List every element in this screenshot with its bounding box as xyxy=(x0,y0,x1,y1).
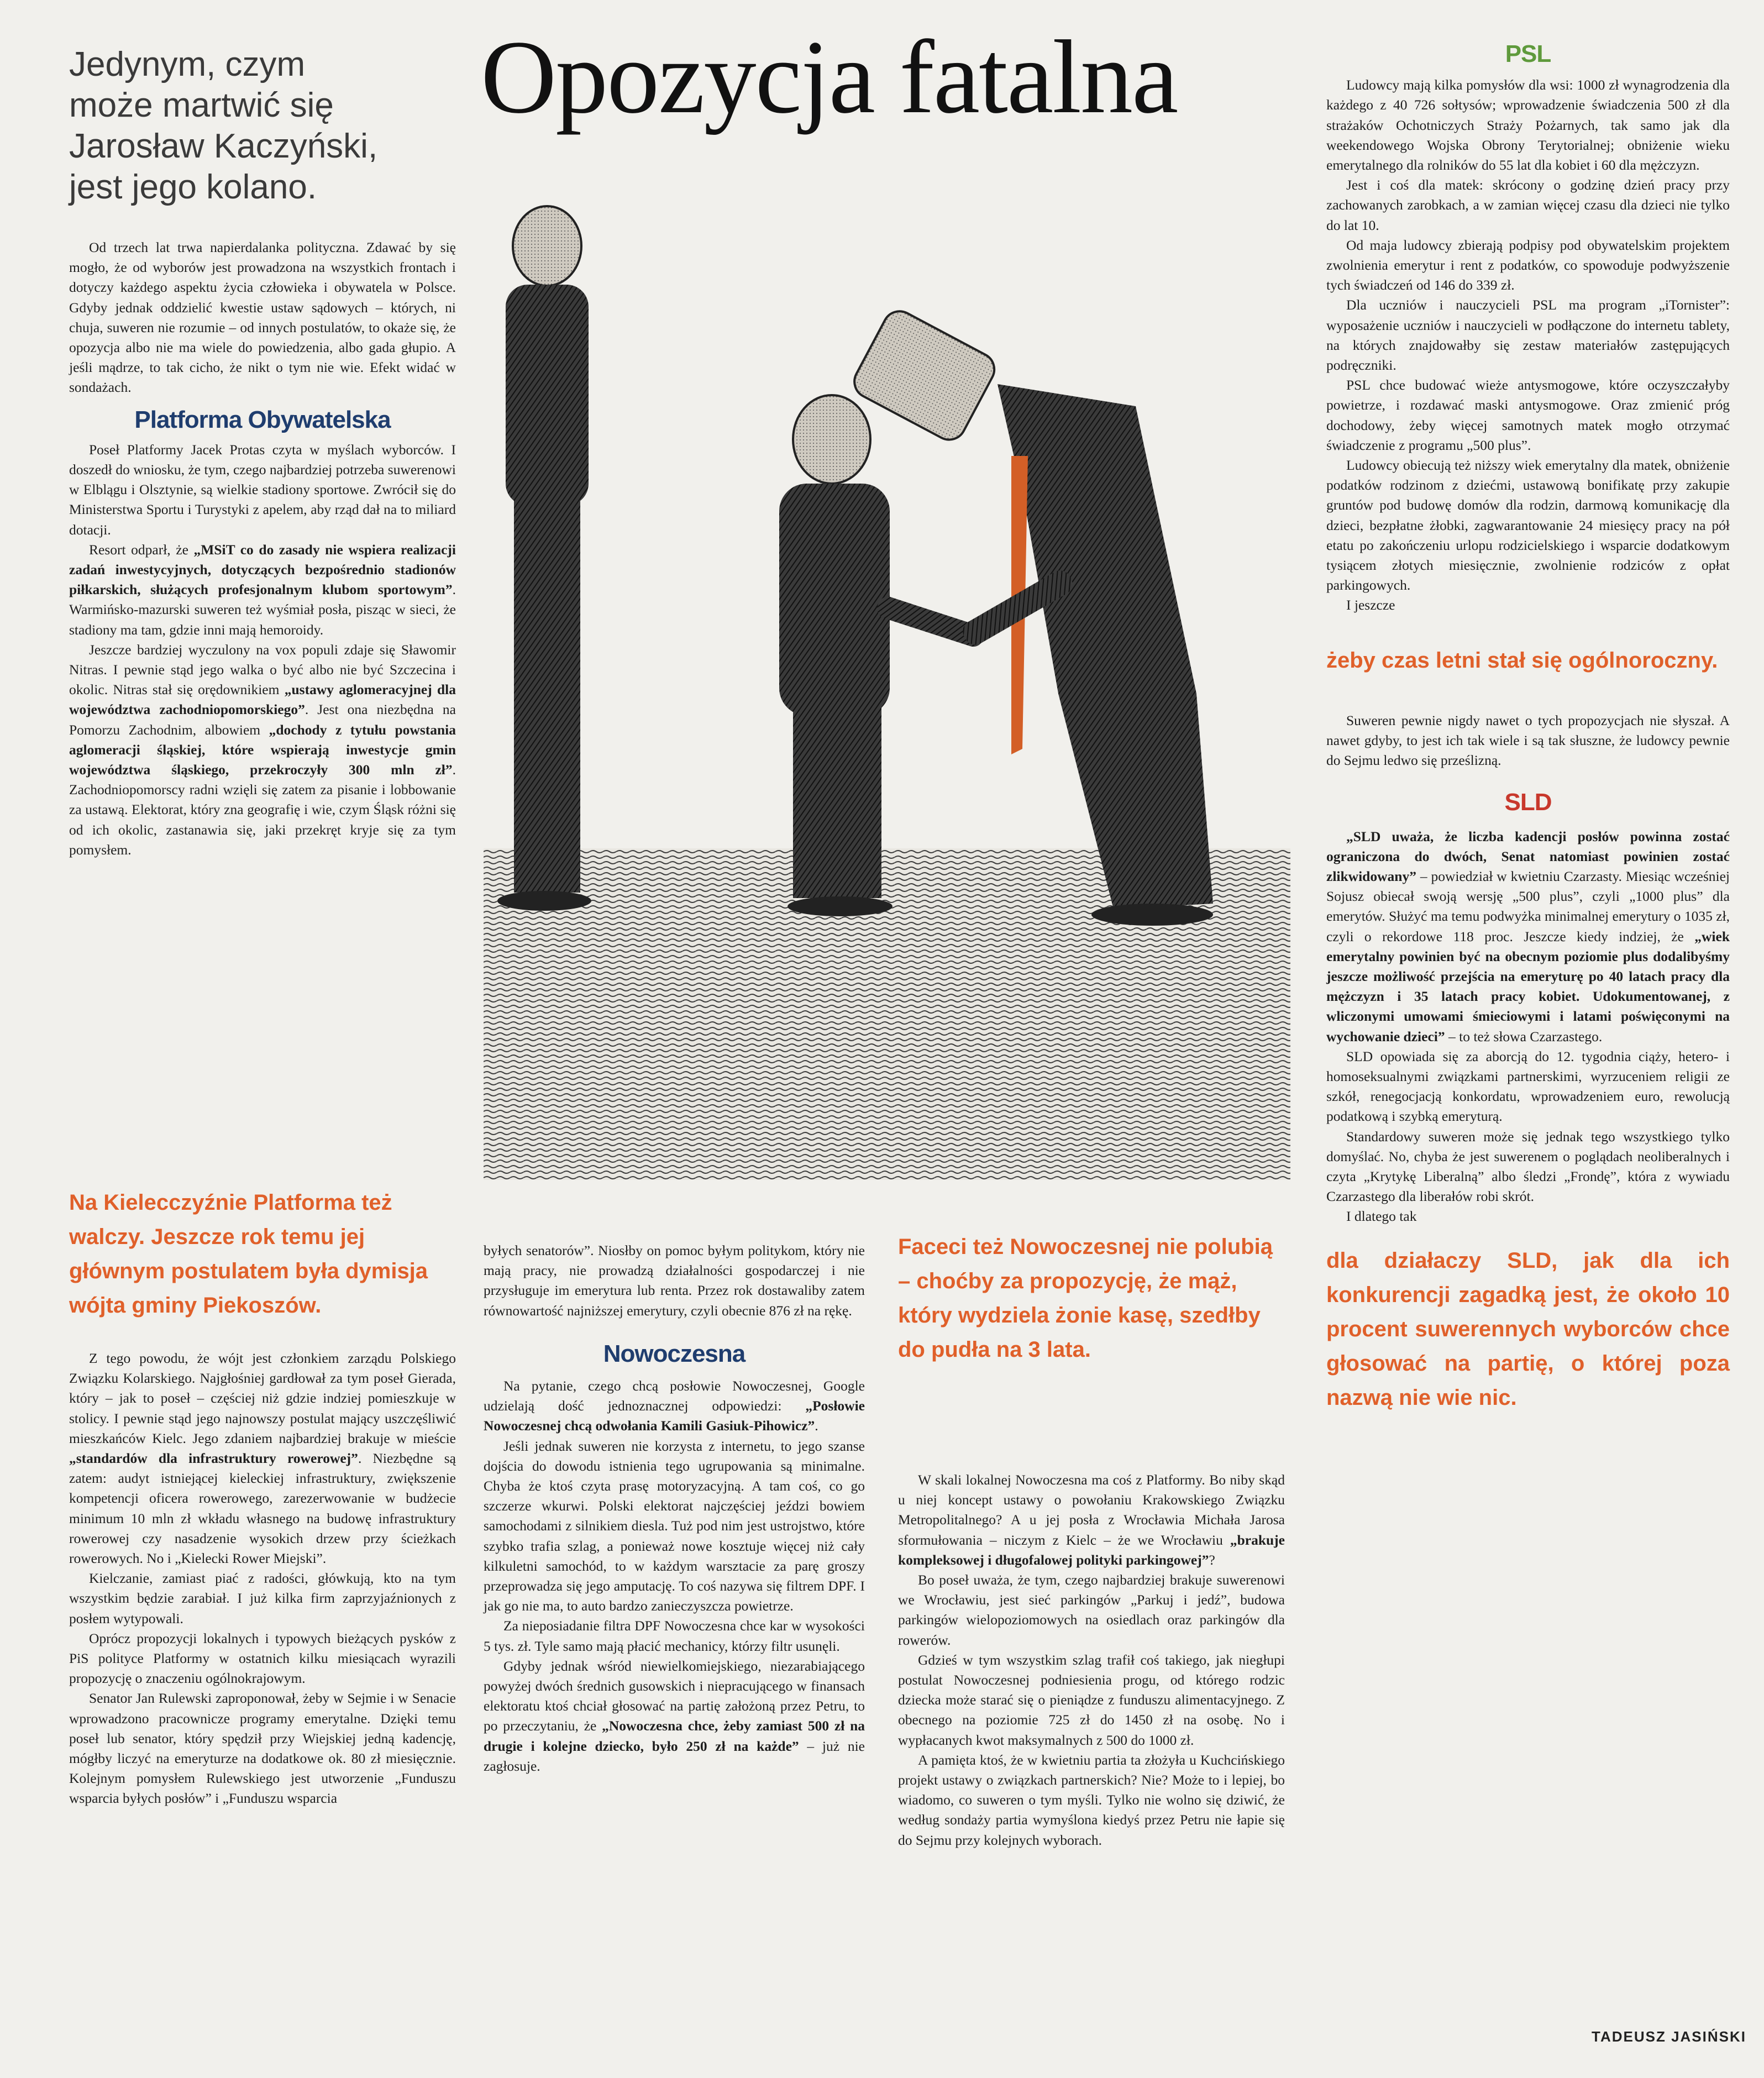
psl-paragraph-8: Suweren pewnie nigdy nawet o tych propozycjach nie słyszał. A nawet gdyby, to jest ich tak wiele i są tak słuszne, że ludowcy pewnie do Sejmu ledwo się prześlizną. xyxy=(1326,712,1730,769)
psl-paragraph-3: Od maja ludowcy zbierają podpisy pod obywatelskim projektem zwolnienia emerytur i rent z podatków, co spowoduje podwyższenie tych świadczeń od 146 do 339 zł. xyxy=(1326,237,1730,293)
nowoczesna-paragraph-5: W skali lokalnej Nowoczesna ma coś z Platformy. Bo niby skąd u niej koncept ustawy o powołaniu Krakowskiego Związku Metropolitalnego? A u jej posła z Wrocławia Michała Jarosa sformułowania – niczym z Kielc – że we Wrocławiu „brakuje kompleksowej i długofalowej polityki parkingowej”? xyxy=(898,1472,1285,1568)
psl-paragraph-5: PSL chce budować wieże antysmogowe, które oczyszczałyby powietrze, i rozdawać maski antysmogowe. Oraz zmienić próg dochodowy, żeby więcej samotnych matek mogło otrzymać świadczenie z programu „500 plus”. xyxy=(1326,377,1730,453)
nowoczesna-paragraph-1: Na pytanie, czego chcą posłowie Nowoczesnej, Google udzielają dość jednoznacznej odpowiedzi: „Posłowie Nowoczesnej chcą odwołania Kamili Gasiuk-Pihowicz”. xyxy=(484,1378,865,1434)
column-2 xyxy=(484,1241,865,1776)
section-heading-sld: SLD xyxy=(1504,789,1552,816)
figure-middle xyxy=(779,395,986,916)
nowoczesna-paragraph-8: A pamięta ktoś, że w kwietniu partia ta złożyła u Kuchcińskiego projekt ustawy o związkach partnerskich? Nie? Może to i lepiej, bo wiadomo, co suweren o tym myśli. Tylko nie wolno się dziwić, że według sondaży partia wymyślona kiedyś przez Petru nie łapie się do Sejmu przy kolejnych wyborach. xyxy=(898,1751,1285,1848)
psl-paragraph-4: Dla uczniów i nauczycieli PSL ma program „iTornister”: wyposażenie uczniów i nauczycieli w podłączone do internetu tablety, na których znajdowałby się zestaw materiałów zastępujących podręczniki. xyxy=(1326,297,1730,374)
po-paragraph-3: Jeszcze bardziej wyczulony na vox populi zdaje się Sławomir Nitras. I pewnie stąd jego walka o być albo nie być Szczecina i okolic. Nitras stał się orędownikiem „ustawy aglomeracyjnej dla województwa zachodniopomorskiego”. Jest ona niezbędna na Pomorzu Zachodnim, albowiem „dochody z tytułu powstania aglomeracji śląskiej, które wspierają inwestycje gmin województwa śląskiego, przekroczyły 300 mln zł”. Zachodniopomorscy radni wzięli się zatem za pisanie i lobbowanie za ustawą. Elektorat, który zna geografię i wie, czym Śląsk różni się od ich okolic, zastanawia się, jaki przekręt kryje się za tym pomysłem. xyxy=(69,641,456,858)
column-4 xyxy=(1326,40,1730,1415)
pullquote-po: Na Kielecczyźnie Platforma też walczy. Jeszcze rok temu jej głównym postulatem była dymisja wójta gminy Piekoszów. xyxy=(69,1190,428,1318)
po-paragraph-7: Senator Jan Rulewski zaproponował, żeby w Sejmie i w Senacie wprowadzono pracownicze programy emerytalne. Dzięki temu poseł lub senator, który spędził przy Wiejskiej jedną kadencję, mógłby liczyć na emeryturze na dodatkowe ok. 80 zł miesięcznie. Kolejnym pomysłem Rulewskiego jest utworzenie „Funduszu wsparcia byłych posłów” i „Funduszu wsparcia xyxy=(69,1690,456,1807)
nowoczesna-paragraph-3: Za nieposiadanie filtra DPF Nowoczesna chce kar w wysokości 5 tys. zł. Tyle samo mają płacić mechanicy, którzy filtr usunęli. xyxy=(484,1618,865,1654)
section-heading-nowoczesna: Nowoczesna xyxy=(603,1340,746,1367)
article-lead: Jedynym, czym może martwić się Jarosław Kaczyński, jest jego kolano. xyxy=(69,45,378,206)
po-paragraph-1: Poseł Platformy Jacek Protas czyta w myślach wyborców. I doszedł do wniosku, że tym, czego najbardziej potrzeba suwerenowi w Elblągu i Olsztynie, są wielkie stadiony sportowe. Zwrócił się do Ministerstwa Sportu i Turystyki z apelem, aby rząd dał na to miliard dotacji. xyxy=(69,441,456,538)
article-byline: TADEUSZ JASIŃSKI xyxy=(1592,2028,1746,2045)
nowoczesna-paragraph-6: Bo poseł uważa, że tym, czego najbardziej brakuje suwerenowi we Wrocławiu, jest sieć parkingów „Parkuj i jedź”, budowa parkingów wielopoziomowych na osiedlach oraz parkingów dla rowerów. xyxy=(898,1572,1285,1648)
column-3 xyxy=(898,1470,1285,1850)
psl-paragraph-6: Ludowcy obiecują też niższy wiek emerytalny dla matek, obniżenie podatków rodzinom z dziećmi, ustawową bonifikatę przy zakupie gruntów pod budowę domów dla rodzin, darmową komunikację dla dzieci, bezpłatne żłobki, zagwarantowanie 24 miesięcy pracy na pół etatu po zakończeniu urlopu rodzicielskiego i wsparcie dodatkowym tysiącem złotych miesięcznie, zwolnienie rodziców z opłat parkingowych. xyxy=(1326,457,1730,594)
po-paragraph-4: Z tego powodu, że wójt jest członkiem zarządu Polskiego Związku Kolarskiego. Najgłośniej gardłował za tym poseł Gierada, który – jak to poseł – częściej niż gdzie indziej pomieszkuje w stolicy. I pewnie stąd jego najnowszy postulat mający uszczęśliwić mieszkańców Kielc. Jego zdaniem najbardziej brakuje w mieście „standardów dla infrastruktury rowerowej”. Niezbędne są zatem: audyt istniejącej kieleckiej infrastruktury, zwiększenie kompetencji oficera rowerowego, zarezerwowanie w budżecie minimum 10 mln zł wkładu własnego na budowę infrastruktury rowerowej czy nasadzenie wysokich drzew przy ścieżkach rowerowych. No i „Kielecki Rower Miejski”. xyxy=(69,1350,456,1567)
pullquote-nowoczesna: Faceci też Nowoczesnej nie polubią – choćby za propozycję, że mąż, który wydziela żonie kasę, szedłby do pudła na 3 lata. xyxy=(898,1235,1273,1362)
pullquote-sld: dla działaczy SLD, jak dla ich konkurencji zagadką jest, że około 10 procent suwerennych wyborców chce głosować na partię, o której poza nazwą nie wie nic. xyxy=(1326,1248,1730,1410)
nowoczesna-paragraph-4: Gdyby jednak wśród niewielkomiejskiego, niezarabiającego powyżej dwóch średnich gusowskich i niepracującego w finansach elektoratu ktoś chciał głosować na partię założoną przez Petru, to po przeczytaniu, że „Nowoczesna chce, żeby zamiast 500 zł na drugie i kolejne dziecko, było 250 zł na każde” – już nie zagłosuje. xyxy=(484,1657,865,1774)
nowoczesna-paragraph-7: Gdzieś w tym wszystkim szlag trafił coś takiego, jak niegłupi postulat Nowoczesnej podniesienia progu, od którego rodzic dziecka może starać się o pieniądze z funduszu alimentacyjnego. Z obecnego na poziomie 725 zł do 1450 zł na osobę. No i wypłacanych kwot maksymalnych z 500 do 1000 zł. xyxy=(898,1651,1285,1748)
po-paragraph-2: Resort odparł, że „MSiT co do zasady nie wspiera realizacji zadań inwestycyjnych, dotyczących bezpośrednio stadionów piłkarskich, służących profesjonalnym klubom sportowym”. Warmińsko-mazurski suweren też wyśmiał posła, pisząc w sieci, że stadiony ma tam, gdzie inni mają hemoroidy. xyxy=(69,541,456,638)
intro-paragraph: Od trzech lat trwa napierdalanka polityczna. Zdawać by się mogło, że od wyborów jest prowadzona na wszystkich frontach i dotyczy każdego aspektu życia człowieka i obywatela w Polsce. Gdyby jednak oddzielić kwestie ustaw sądowych – których, ni chuja, suweren nie rozumie – od innych postulatów, to okaże się, że opozycja albo nie ma wiele do powiedzenia, albo gada głupio. A jeśli mądrze, to tak cicho, że nikt o tym nie wie. Efekt widać w sondażach. xyxy=(69,239,456,396)
column-1-bottom xyxy=(69,1348,456,1809)
article-headline: Opozycja fatalna xyxy=(481,19,1178,135)
sld-paragraph-2: SLD opowiada się za aborcją do 12. tygodnia ciąży, hetero- i homoseksualnymi związkami partnerskimi, wyrzuceniem religii ze szkół, renegocjacją konkordatu, wprowadzeniem euro, rewolucją podatkową i szybką emeryturą. xyxy=(1326,1048,1730,1125)
politicians-handshake-illustration xyxy=(484,196,1290,1180)
po-paragraph-6: Oprócz propozycji lokalnych i typowych bieżących pysków z PiS polityce Platformy w ostatnich kilku miesiącach wyrazili propozycję o znaczeniu ogólnokrajowym. xyxy=(69,1630,456,1687)
column-1 xyxy=(69,238,456,860)
sld-paragraph-3: Standardowy suweren może się jednak tego wszystkiego tylko domyślać. No, chyba że jest suwerenem o poglądach neoliberalnych i czyta „Krytykę Liberalną” albo śledzi „Frondę”, która z wywiadu Czarzastego dla liberałów robi skrót. xyxy=(1326,1128,1730,1205)
section-heading-po: Platforma Obywatelska xyxy=(134,406,391,433)
sld-paragraph-4: I dlatego tak xyxy=(1346,1208,1417,1225)
po-paragraph-8: byłych senatorów”. Niosłby on pomoc byłym politykom, który nie mają pracy, nie prowadzą działalności gospodarczej i nie przysługuje im emerytura lub renta. Przez rok dostawaliby zatem równowartość najniższej emerytury, czyli obecnie 876 zł na rękę. xyxy=(484,1242,865,1319)
figure-left xyxy=(497,206,591,911)
section-heading-psl: PSL xyxy=(1505,40,1551,67)
pullquote-psl: żeby czas letni stał się ogólnoroczny. xyxy=(1326,648,1718,673)
po-paragraph-5: Kielczanie, zamiast piać z radości, główkują, kto na tym wszystkim będzie zarabiał. I już kilka firm zaprzyjaźnionych z posłem wytypowali. xyxy=(69,1570,456,1626)
sld-paragraph-1: „SLD uważa, że liczba kadencji posłów powinna zostać ograniczona do dwóch, Senat natomiast powinien zostać zlikwidowany” – powiedział w kwietniu Czarzasty. Miesiąc wcześniej Sojusz obiecał swoją wersję „500 plus”, czyli „1000 plus” dla emerytów. Służyć ma temu podwyżka minimalnej emerytury o 1035 zł, czyli o rekordowe 118 proc. Jeszcze kiedy indziej, że „wiek emerytalny powinien być na obecnym poziomie plus dodalibyśmy jeszcze możliwość przejścia na emeryturę po 40 latach pracy dla mężczyzn i 35 latach pracy kobiet. Udokumentowanej, z wliczonymi umowami śmieciowymi i latami poświęconymi na wychowanie dzieci” – to też słowa Czarzastego. xyxy=(1326,828,1730,1045)
psl-paragraph-1: Ludowcy mają kilka pomysłów dla wsi: 1000 zł wynagrodzenia dla każdego z 40 726 sołtysów; wprowadzenie świadczenia 500 zł dla strażaków Ochotniczych Straży Pożarnych, tak samo jak dla weekendowego Wojska Obrony Terytorialnej; obniżenie wieku emerytalnego dla rolników do 55 lat dla kobiet i 60 dla mężczyzn. xyxy=(1326,77,1730,174)
psl-paragraph-7: I jeszcze xyxy=(1346,597,1395,613)
nowoczesna-paragraph-2: Jeśli jednak suweren nie korzysta z internetu, to jego szanse dojścia do dowodu istnienia tego ugrupowania są minimalne. Chyba że ktoś czyta prasę motoryzacyjną. A tam coś, co go szczerze wkurwi. Polski elektorat najczęściej jeździ bowiem samochodami z silnikiem diesla. Tuż pod nim jest ustrojstwo, które szybko trafia szlag, a ponieważ nowe kosztuje więcej niż cały kilkuletni samochód, to w każdym warsztacie za parę groszy przeprowadza się jego amputację. To coś nazywa się filtrem DPF. I jak go nie ma, to auto bardzo zanieczyszcza powietrze. xyxy=(484,1437,865,1614)
illustration-svg xyxy=(484,196,1290,1180)
psl-paragraph-2: Jest i coś dla matek: skrócony o godzinę dzień pracy przy zachowanych zarobkach, a w zamian więcej czasu dla dzieci nie tylko do lat 10. xyxy=(1326,177,1730,233)
